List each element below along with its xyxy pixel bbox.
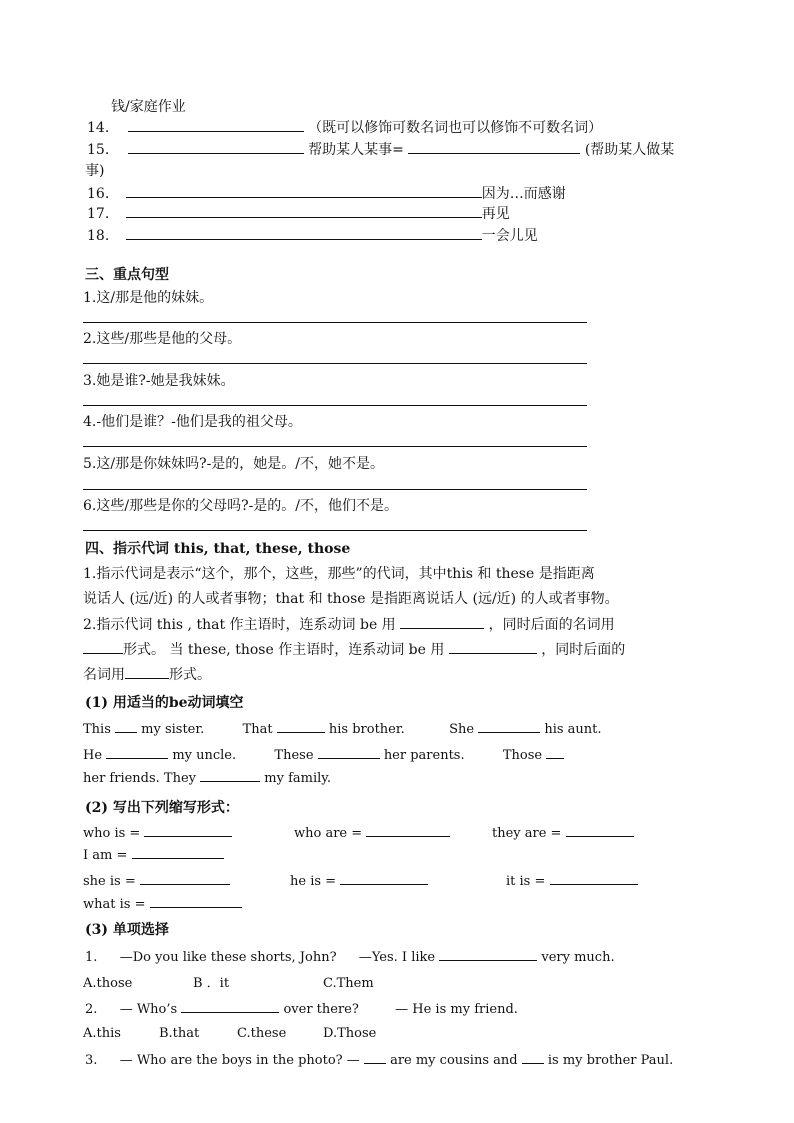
- ex-text: He: [83, 748, 103, 763]
- para-text: 名词用: [83, 667, 125, 683]
- vocab-item-17: [87, 204, 510, 223]
- ex-text: who is =: [83, 826, 141, 841]
- para-2-line-1: [83, 615, 615, 634]
- ex-text: are my cousins and: [390, 1053, 518, 1068]
- answer-blank[interactable]: [115, 719, 137, 733]
- answer-blank[interactable]: [150, 894, 242, 908]
- question-number: 2.: [85, 1002, 98, 1017]
- ex-text: it is =: [506, 874, 546, 889]
- para-text: ，同时后面的名词用: [488, 617, 615, 633]
- answer-blank[interactable]: [126, 204, 482, 218]
- answer-blank[interactable]: [400, 615, 484, 629]
- item-hint: 因为…而感谢: [481, 186, 566, 202]
- answer-blank[interactable]: [550, 871, 638, 885]
- answer-blank[interactable]: [522, 1050, 544, 1064]
- item-hint: 帮助某人某事=: [308, 142, 404, 158]
- answer-line[interactable]: [83, 530, 587, 531]
- vocab-item-14: [87, 118, 602, 137]
- exercise-1-title: (1) 用适当的be动词填空: [85, 695, 244, 711]
- answer-blank[interactable]: [364, 1050, 386, 1064]
- ex-text: his brother.: [328, 722, 405, 737]
- q1-option-a[interactable]: A.those: [83, 976, 133, 991]
- question-number: 3.: [85, 1053, 98, 1068]
- sentence-6: 6.这些/那些是你的父母吗?-是的。/不，他们不是。: [83, 498, 399, 514]
- para-text: ，同时后面的: [541, 642, 626, 658]
- para-text: 形式。 当 these, those 作主语时，连系动词 be 用: [123, 642, 445, 658]
- answer-blank[interactable]: [106, 745, 168, 759]
- abbrev-they-are: [492, 823, 634, 843]
- answer-blank[interactable]: [546, 745, 564, 759]
- ex-text: — He is my friend.: [395, 1002, 518, 1017]
- answer-blank[interactable]: [144, 823, 232, 837]
- abbrev-he-is: [290, 871, 428, 891]
- answer-blank[interactable]: [566, 823, 634, 837]
- item-number: 16.: [87, 186, 110, 202]
- ex-text: her friends. They: [83, 771, 197, 786]
- item-hint: （既可以修饰可数名词也可以修饰不可数名词）: [308, 120, 603, 136]
- ex-text: is my brother Paul.: [547, 1053, 674, 1068]
- ex-text: — Who are the boys in the photo? —: [119, 1053, 360, 1068]
- answer-blank[interactable]: [408, 140, 580, 154]
- answer-blank[interactable]: [125, 665, 169, 679]
- section-3-title: 三、重点句型: [85, 267, 169, 283]
- para-text: 形式。: [169, 667, 211, 683]
- ex-text: my uncle.: [172, 748, 237, 763]
- ex-text: —Yes. I like: [358, 950, 436, 965]
- abbrev-who-are: [294, 823, 450, 843]
- answer-blank[interactable]: [140, 871, 230, 885]
- ex-text: This: [83, 722, 111, 737]
- ex-text: I am =: [83, 848, 128, 863]
- answer-blank[interactable]: [449, 640, 537, 654]
- item-number: 15.: [87, 142, 110, 158]
- ex-text: she is =: [83, 874, 136, 889]
- exercise-2-title: (2) 写出下列缩写形式：: [85, 800, 239, 816]
- sentence-4: 4.-他们是谁？-他们是我的祖父母。: [83, 414, 302, 430]
- question-1: [85, 947, 615, 967]
- vocab-item-15-wrap: 事): [85, 163, 105, 179]
- answer-blank[interactable]: [181, 999, 279, 1013]
- ex-text: She: [449, 722, 475, 737]
- ex-text: —Do you like these shorts, John?: [119, 950, 337, 965]
- ex-text: over there?: [283, 1002, 359, 1017]
- vocab-item-18: [87, 226, 538, 245]
- q2-option-a[interactable]: A.this: [83, 1026, 121, 1041]
- ex-text: These: [274, 748, 314, 763]
- ex-text: very much.: [541, 950, 615, 965]
- question-3: [85, 1050, 673, 1070]
- answer-blank[interactable]: [128, 140, 304, 154]
- ex-text: he is =: [290, 874, 337, 889]
- para-2-line-3: [83, 665, 211, 684]
- q2-option-c[interactable]: C.these: [237, 1026, 287, 1041]
- item-hint: 一会儿见: [481, 228, 538, 244]
- answer-blank[interactable]: [478, 719, 540, 733]
- sentence-2: 2.这些/那些是他的父母。: [83, 331, 242, 347]
- answer-line[interactable]: [83, 322, 587, 323]
- answer-blank[interactable]: [132, 845, 224, 859]
- question-2: [85, 999, 518, 1019]
- answer-blank[interactable]: [439, 947, 537, 961]
- answer-blank[interactable]: [366, 823, 450, 837]
- abbrev-i-am: [83, 845, 224, 865]
- item-number: 17.: [87, 206, 110, 222]
- answer-blank[interactable]: [318, 745, 380, 759]
- sentence-3: 3.她是谁?-她是我妹妹。: [83, 373, 235, 389]
- item-number: 18.: [87, 228, 110, 244]
- exercise-1-row-2: [83, 745, 564, 765]
- ex-text: they are =: [492, 826, 562, 841]
- para-2-line-2: [83, 640, 625, 659]
- exercise-1-row-3: [83, 768, 331, 788]
- answer-line[interactable]: [83, 405, 587, 406]
- exercise-1-row-1: [83, 719, 602, 739]
- para-1-line-1: 1.指示代词是表示“这个，那个，这些，那些”的代词，其中this 和 these 是指距离: [83, 566, 595, 582]
- ex-text: my family.: [264, 771, 332, 786]
- abbrev-what-is: [83, 894, 242, 914]
- ex-text: — Who’s: [119, 1002, 178, 1017]
- answer-blank[interactable]: [83, 640, 123, 654]
- answer-line[interactable]: [83, 446, 587, 447]
- ex-text: That: [242, 722, 273, 737]
- ex-text: her parents.: [383, 748, 465, 763]
- question-number: 1.: [85, 950, 98, 965]
- answer-blank[interactable]: [340, 871, 428, 885]
- sentence-1: 1.这/那是他的妹妹。: [83, 290, 214, 306]
- item-hint: (帮助某人做某: [584, 142, 675, 158]
- q1-option-b[interactable]: B ．it: [193, 976, 230, 991]
- answer-blank[interactable]: [126, 226, 482, 240]
- ex-text: my sister.: [141, 722, 205, 737]
- ex-text: what is =: [83, 897, 146, 912]
- abbrev-it-is: [506, 871, 638, 891]
- q2-option-d[interactable]: D.Those: [323, 1026, 377, 1041]
- item-number: 14.: [87, 120, 110, 136]
- item-hint: 再见: [481, 206, 510, 222]
- answer-blank[interactable]: [200, 768, 260, 782]
- answer-blank[interactable]: [126, 184, 482, 198]
- vocab-line-13-continuation: 钱/家庭作业: [111, 99, 186, 115]
- answer-blank[interactable]: [128, 118, 304, 132]
- vocab-item-15: [87, 140, 674, 159]
- q1-option-c[interactable]: C.Them: [323, 976, 374, 991]
- vocab-item-16: [87, 184, 566, 203]
- abbrev-she-is: [83, 871, 230, 891]
- ex-text: who are =: [294, 826, 363, 841]
- answer-blank[interactable]: [277, 719, 325, 733]
- abbrev-who-is: [83, 823, 232, 843]
- ex-text: Those: [502, 748, 543, 763]
- exercise-3-title: (3) 单项选择: [85, 922, 169, 938]
- answer-line[interactable]: [83, 363, 587, 364]
- para-text: 2.指示代词 this , that 作主语时，连系动词 be 用: [83, 617, 396, 633]
- sentence-5: 5.这/那是你妹妹吗?-是的，她是。/不，她不是。: [83, 456, 385, 472]
- section-4-title: 四、指示代词 this, that, these, those: [85, 541, 351, 557]
- ex-text: his aunt.: [544, 722, 602, 737]
- q2-option-b[interactable]: B.that: [159, 1026, 200, 1041]
- answer-line[interactable]: [83, 489, 587, 490]
- para-1-line-2: 说话人 (远/近) 的人或者事物；that 和 those 是指距离说话人 (远/近) 的人或者事物。: [83, 591, 619, 607]
